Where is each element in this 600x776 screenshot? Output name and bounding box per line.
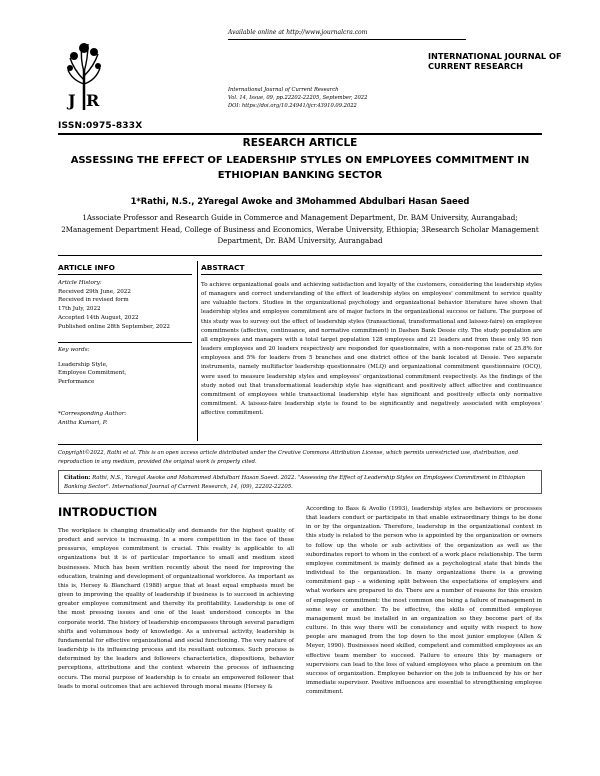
introduction-heading: INTRODUCTION	[58, 505, 158, 519]
accepted-date: Accepted 14th August, 2022	[58, 314, 139, 321]
corresponding-label: *Corresponding Author:	[58, 411, 127, 417]
keyword: Employee Commitment,	[58, 370, 127, 377]
issn: ISSN:0975-833X	[58, 121, 143, 131]
doi-link[interactable]: DOI: https://doi.org/10.24941/ijcr.43910.09.2022	[228, 103, 357, 109]
abstract-text: To achieve organizational goals and achieving satisfaction and loyalty of the customers, considering the leadership styles of managers and correct understanding of the effect of leadership styles on employees' commitment to service quality are valuable factors. Studies in the organizational psychology and organizational behavior literature have shown that leadership styles and employee commitment are of major factors in the organizational success or failure. The purpose of this study was to survey out the effect of leadership styles (transactional, transformational and laissez-faire) on employee commitments (affective, continuance, and normative commitment) in Dashen Bank Dessie city. The study population are all employees and managers with a total target population 128 employees and 21 leaders and from these only 95 non leaders employees and 20 leaders respectively are responded for questionnaire, with a non-response rate of 25.8% for employees and 5% for leaders from 5 branches and one district office of the bank located at Dessie. Two separate instruments, namely multifactor leadership questionnaire (MLQ) and organizational commitment questionnaire (OCQ), were used to measure leadership styles and employees' organizational commitment respectively. As the findings of the study noted out that transformational leadership style has significant and positively affect affective and continuance commitment of employees while transactional leadership style has significant and positively effects only normative commitment. A laissez-faire leadership style is found to be significantly and negatively associated with employees' affective commitment.	[201, 282, 542, 417]
abstract-bottom-rule	[58, 444, 542, 445]
corresponding-author	[58, 410, 194, 427]
affiliations: 1Associate Professor and Research Guide in Commerce and Management Department, Dr. BAM University, Aurangabad; 2Management Department Head, College of Business and Economics, Werabe University, Ethiopia; 3Research Scholar Management Department, Dr. BAM University, Aurangabad	[61, 213, 539, 245]
published-date: Published online 28th September, 2022	[58, 323, 170, 330]
info-top-rule	[58, 255, 542, 256]
header-rule	[58, 133, 542, 135]
copyright-notice: Copyright©2022, Rathi et al. This is an open access article distributed under the Creative Commons Attribution License, which permits unrestricted use, distribution, and reproduction in any medium, provided the original work is properly cited.	[58, 450, 519, 465]
availability-link[interactable]: Available online at http://www.journalcra.com	[228, 29, 368, 36]
volume-info: Vol. 14, Issue, 09, pp.22202-22205, September, 2022	[228, 95, 368, 101]
journal-logo-icon	[66, 40, 102, 112]
article-history	[58, 279, 194, 331]
column-separator	[197, 261, 198, 441]
article-type: RESEARCH ARTICLE	[242, 137, 358, 149]
keywords-label: Key words:	[58, 347, 90, 353]
introduction-left-column: The workplace is changing dramatically and demands for the highest quality of product and service is increasing. In a more competition in the face of these pressures, employee commitment is crucial. This reality is applicable to all organizations but it is of particular importance to small and medium sized businesses. Much has been written recently about the need for improving the education, training and development of organizational workforce. As important as this is, Hersey & Blanchard (1988) argue that at least equal emphasis must be given to improving the quality of leadership if business is to succeed in achieving greater employee commitment and thereby its profitability. Leadership is one of the most pressing issues and one of the least understood concepts in the corporate world. The history of leadership encompasses through several paradigm shifts and voluminous body of knowledge. As a universal activity, leadership is fundamental for effective organizational and social functioning. The very nature of leadership is its influencing process and its resultant outcomes. Such process is determined by the leaders and followers characteristics, dispositions, behavior perceptions, attributions and the context wherein the process of influencing occurs. The moral purpose of leadership is to create an empowered follower that leads to moral outcomes that are achieved through moral means (Hersey &	[58, 528, 294, 690]
keyword: Leadership Style,	[58, 361, 108, 368]
publication-info	[228, 86, 488, 110]
abstract-rule	[201, 274, 542, 275]
keyword: Performance	[58, 379, 95, 386]
svg-text:J: J	[68, 91, 76, 110]
citation-body: Rathi, N.S., Yaregal Awoke and Mohammed Abdulbari Hasan Saeed. 2022. "Assessing the Effect of Leadership Styles on Employees Commitment in Ethiopian Banking Sector". International Journal of Current Research, 14, (09), 22202-22205.	[64, 475, 526, 490]
journal-name: INTERNATIONAL JOURNAL OF CURRENT RESEARCH	[428, 51, 562, 71]
article-info-rule	[58, 274, 192, 275]
keywords-block	[58, 346, 194, 387]
abstract-heading: ABSTRACT	[201, 263, 245, 272]
received-date: Received 29th June, 2022	[58, 288, 131, 295]
revised-label: Received in revised form	[58, 297, 129, 304]
keywords-rule	[58, 342, 192, 343]
author-list: 1*Rathi, N.S., 2Yaregal Awoke and 3Mohammed Abdulbari Hasan Saeed	[130, 196, 470, 206]
history-label: Article History:	[58, 280, 102, 286]
header-divider	[228, 39, 466, 40]
svg-text:R: R	[86, 91, 100, 110]
article-info-heading: ARTICLE INFO	[58, 263, 115, 272]
journal-italic: International Journal of Current Research	[228, 87, 339, 93]
revised-date: 17th July, 2022	[58, 306, 101, 313]
paper-title: ASSESSING THE EFFECT OF LEADERSHIP STYLES ON EMPLOYEES COMMITMENT IN ETHIOPIAN BANKING SECTOR	[70, 155, 530, 181]
corresponding-name: Anitha Kumari, P.	[58, 419, 108, 426]
citation-text	[64, 474, 536, 491]
citation-label: Citation:	[64, 475, 91, 481]
introduction-right-column: According to Bass & Avolio (1993), leadership styles are behaviors or processes that leaders conduct or participate in that enable extraordinary things to be done in or by the organization. Therefore, leadership in the organizational context in this study is related to the person who is appointed by the organization or owners to follow up the whole or sub activities of the organization as well as the subordinates report to whom in the context of a work place relationship. The term employee commitment is mainly defined as a psychological state that binds the individual to the organization. In many organizations there is a growing commitment gap - a widening split between the expectations of employers and what workers are prepared to do. There are a number of reasons for this erosion of employee commitment: the most common one being a failure of management in some way or another. To be effective, the skills of committed employee management must be installed in an organization so they become part of its culture. In this way there will be consistency and equity with respect to how people are managed from the top down to the most junior employee (Allen & Meyer, 1990). Businesses need skilled, competent and committed employees as an effective team member to succeed. Failure to ensure this by managers or supervisors can lead to the loss of valued employees who place a premium on the success of organization. Employee behavior on the job is influenced by his or her immediate supervisor. Positive influences are essential to strengthening employee commitment.	[306, 506, 542, 696]
